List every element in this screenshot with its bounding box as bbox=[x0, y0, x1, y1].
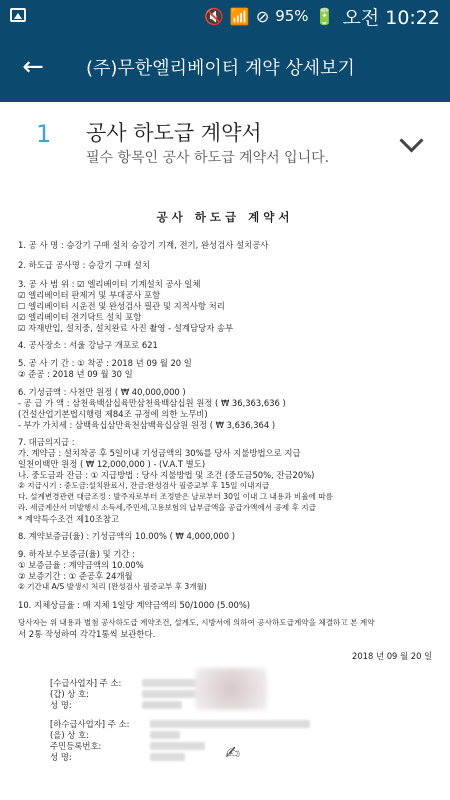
doc-line: 라. 세금계산서 미발행시 소득세,주민세,고용보험의 납부금액을 공급가액에서 공제 후 지급 bbox=[18, 503, 316, 512]
doc-line: * 계약특수조건 제10조참고 bbox=[18, 514, 120, 524]
contract-document bbox=[0, 190, 450, 800]
doc-line: 7. 대금의지급 : bbox=[18, 437, 75, 447]
mute-icon: 🔇 bbox=[203, 6, 224, 26]
doc-line: (갑) 상 호: bbox=[50, 689, 89, 699]
doc-line: 서 2통 작성하여 각각1통씩 보관한다. bbox=[18, 629, 156, 639]
redacted-seal bbox=[195, 668, 267, 710]
doc-line: ② 준공 : 2018 년 09 월 30 일 bbox=[18, 369, 133, 379]
doc-line: 나. 중도금과 잔금 : ① 지급방법 : 당사 지불방법 및 조건 (중도금50%, 잔금20%) bbox=[18, 470, 315, 480]
doc-line: 5. 공 사 기 간 : ① 착공 : 2018 년 09 월 20 일 bbox=[18, 358, 192, 368]
doc-line: 성 명: bbox=[50, 700, 72, 710]
doc-line: 2. 하도급 공사명 : 승강기 구매 설치 bbox=[18, 260, 150, 270]
redacted-text bbox=[150, 753, 185, 761]
doc-line: ② 기간내 A/S 발생시 처리 (완성검사 필증교부 후 3개월) bbox=[18, 582, 207, 591]
step-subtitle: 필수 항목인 공사 하도급 계약서 입니다. bbox=[86, 150, 330, 166]
doc-line: ☐ 엘리베이터 시운전 및 완성검사 필관 및 지적사항 처리 bbox=[18, 301, 225, 311]
step-number: 1 bbox=[36, 120, 52, 148]
doc-line: 6. 기성금액 : 사천만 원정 ( ₩ 40,000,000 ) bbox=[18, 387, 186, 397]
doc-line: 당사자는 위 내용과 별첨 공사하도급 계약조건, 설계도, 시방서에 의하여 공사하도급계약을 체결하고 본 계약 bbox=[18, 618, 375, 627]
gallery-notification-icon bbox=[10, 8, 26, 22]
app-bar bbox=[0, 32, 450, 102]
chevron-down-icon[interactable] bbox=[399, 128, 423, 152]
doc-line: ☑ 엘리베이터 판제거 및 부대공사 포함 bbox=[18, 290, 161, 300]
doc-line: 다. 설계변경관련 대금조정 : 발주자로부터 조정받은 날로부터 30일 이내 그 내용과 비율에 따름 bbox=[18, 492, 334, 501]
doc-line: 10. 지체상금율 : 매 지체 1일당 계약금액의 50/1000 (5.00%) bbox=[18, 600, 251, 610]
status-right bbox=[204, 5, 440, 27]
redacted-text bbox=[150, 720, 310, 728]
doc-line: ① 보증금율 : 계약금액의 10.00% bbox=[18, 560, 144, 570]
battery-icon: 🔋 bbox=[314, 6, 335, 26]
back-arrow-icon[interactable]: ← bbox=[22, 52, 44, 82]
doc-line: 3. 공 사 범 위 : ☑ 엘리베이터 기계설치 공사 일체 bbox=[18, 279, 201, 289]
wifi-icon: 📶 bbox=[229, 6, 250, 26]
doc-line: 성 명: bbox=[50, 752, 72, 762]
battery-percent: 95% bbox=[275, 7, 309, 25]
step-title: 공사 하도급 계약서 bbox=[86, 121, 262, 145]
redacted-text bbox=[150, 731, 180, 739]
doc-line: 4. 공사장소 : 서울 강남구 개포로 621 bbox=[18, 340, 158, 350]
step-header[interactable] bbox=[0, 102, 450, 180]
clock: 오전 10:22 bbox=[342, 6, 440, 29]
doc-line: 1. 공 사 명 : 승강기 구매 설치 승강기 기계, 전기, 완성검사 설치공사 bbox=[18, 240, 269, 250]
doc-line: 일천이백만 원정 ( ₩ 12,000,000 ) - (V.A.T 별도) bbox=[18, 459, 206, 469]
doc-line: ② 보증기간 : ① 준공후 24개월 bbox=[18, 571, 133, 581]
doc-line: 주민등록번호: bbox=[50, 741, 102, 751]
redacted-text bbox=[150, 742, 205, 750]
document-title: 공사 하도급 계약서 bbox=[156, 210, 294, 224]
doc-line: (을) 상 호: bbox=[50, 730, 89, 740]
status-bar bbox=[0, 0, 450, 32]
page-title: (주)무한엘리베이터 계약 상세보기 bbox=[86, 58, 355, 79]
doc-line: - 부가 가치세 : 삼백육십삼만육천삼백육십삼원 원정 ( ₩ 3,636,364 ) bbox=[18, 420, 276, 430]
redacted-text bbox=[142, 701, 182, 709]
doc-line: [하수급사업자] 주 소: bbox=[50, 719, 130, 729]
doc-line: ☑ 엘리베이터 전기닥트 설치 포함 bbox=[18, 312, 142, 322]
doc-line: 가. 계약금 : 설치착공 후 5일이내 기성금액의 30%를 당사 지불방법으로 지급 bbox=[18, 448, 301, 458]
doc-line: ☑ 자재반입, 설치중, 설치완료 사진 촬영 - 설계담당자 송부 bbox=[18, 323, 234, 333]
doc-line: 9. 하자보수보증금(율) 및 기간 : bbox=[18, 549, 135, 559]
doc-line: 8. 계약보증금(율) : 기성금액의 10.00% ( ₩ 4,000,000 ) bbox=[18, 531, 236, 541]
doc-line: ② 지급시기 : 중도금:설치완료시, 잔금:완성검사 필증교부 후 15일 이내지급 bbox=[18, 481, 270, 490]
do-not-disturb-icon: ⊘ bbox=[255, 6, 270, 26]
doc-line: - 공 급 가 액 : 삼천육백삼십육만삼천육백삼십원 원정 ( ₩ 36,363,636 ) bbox=[18, 398, 286, 408]
signature-mark: ✍ bbox=[225, 743, 241, 764]
doc-line: [수급사업자] 주 소: bbox=[50, 678, 122, 688]
doc-line: (건설산업기본법시행령 제84조 규정에 의한 노무비) bbox=[18, 409, 208, 419]
doc-date: 2018 년 09 월 20 일 bbox=[352, 651, 433, 661]
